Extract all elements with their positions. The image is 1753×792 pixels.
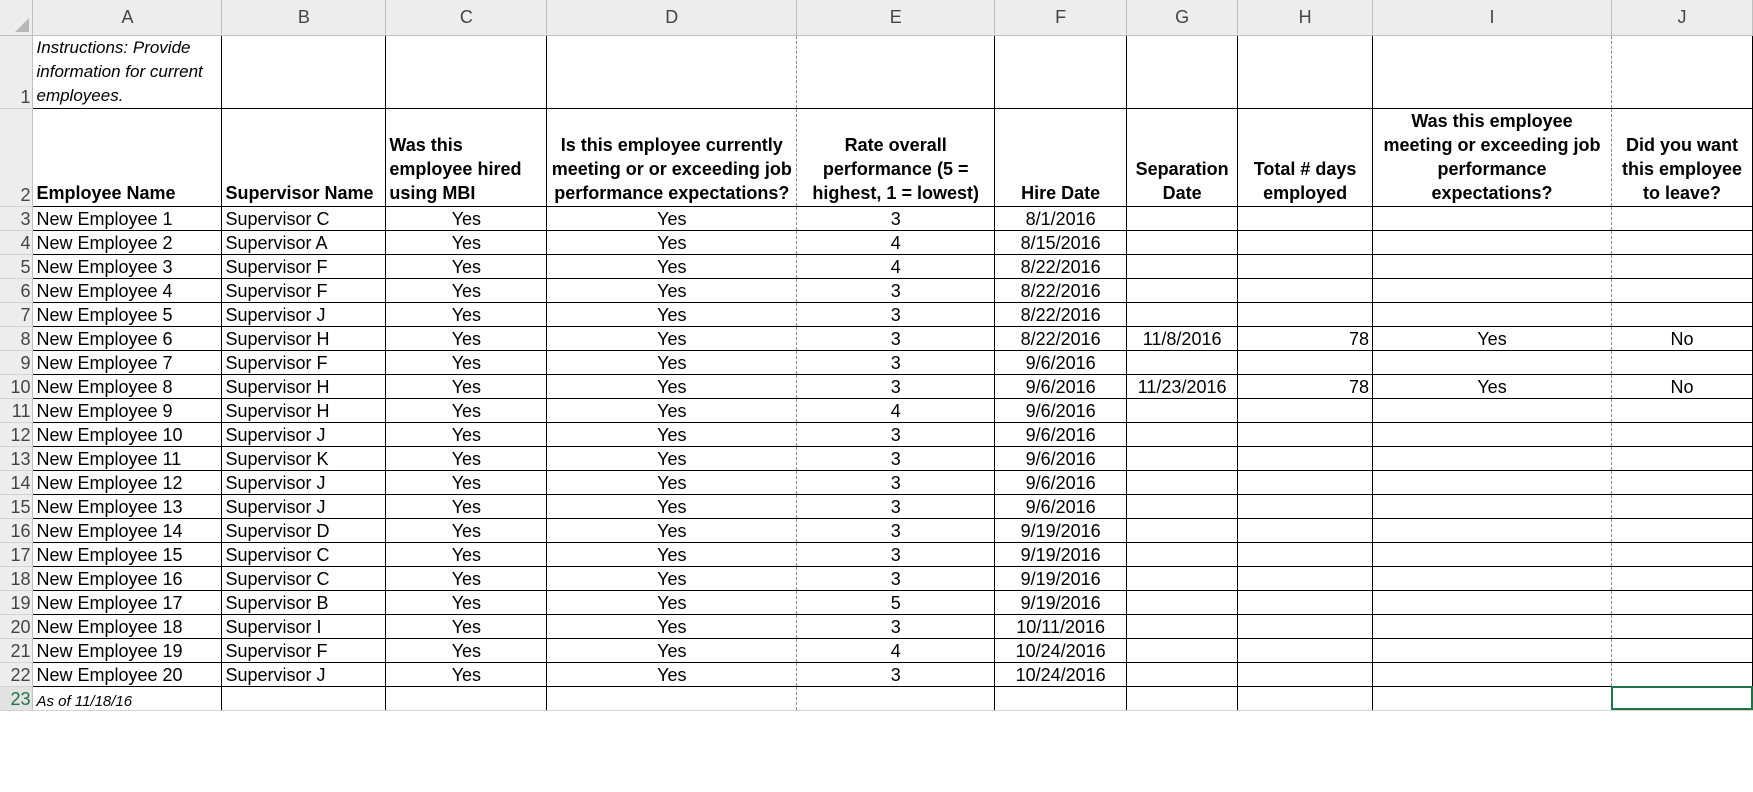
meeting-current-cell[interactable]: Yes — [547, 374, 797, 398]
meeting-current-cell[interactable]: Yes — [547, 470, 797, 494]
separation-date-cell[interactable]: 11/8/2016 — [1127, 326, 1238, 350]
select-all-triangle-icon — [15, 18, 29, 32]
separation-date-cell[interactable] — [1127, 278, 1238, 302]
employee-name-cell[interactable]: New Employee 10 — [33, 422, 222, 446]
employee-name-cell[interactable]: New Employee 19 — [33, 638, 222, 662]
rating-cell[interactable]: 3 — [797, 470, 995, 494]
want-leave-cell[interactable] — [1611, 494, 1752, 518]
cell-h1[interactable] — [1238, 35, 1373, 108]
want-leave-cell[interactable] — [1611, 638, 1752, 662]
table-row — [0, 494, 1753, 518]
supervisor-name-cell[interactable]: Supervisor A — [222, 230, 386, 254]
supervisor-name-cell[interactable]: Supervisor B — [222, 590, 386, 614]
meeting-past-cell[interactable]: Yes — [1373, 374, 1612, 398]
rating-cell[interactable]: 3 — [797, 566, 995, 590]
rating-cell[interactable]: 4 — [797, 398, 995, 422]
hired-mbi-cell[interactable]: Yes — [386, 662, 547, 686]
column-header-j[interactable]: J — [1611, 0, 1752, 35]
hire-date-cell[interactable]: 9/6/2016 — [995, 350, 1127, 374]
cell-g1[interactable] — [1127, 35, 1238, 108]
total-days-cell[interactable] — [1238, 302, 1373, 326]
column-header-c[interactable]: C — [386, 0, 547, 35]
supervisor-name-cell[interactable]: Supervisor C — [222, 206, 386, 230]
table-row — [0, 518, 1753, 542]
total-days-cell[interactable] — [1238, 422, 1373, 446]
rating-cell[interactable]: 3 — [797, 518, 995, 542]
meeting-current-cell[interactable]: Yes — [547, 518, 797, 542]
row-header[interactable]: 4 — [0, 230, 33, 254]
employee-name-cell[interactable]: New Employee 11 — [33, 446, 222, 470]
header-supervisor-name[interactable]: Supervisor Name — [222, 108, 386, 206]
want-leave-cell[interactable] — [1611, 566, 1752, 590]
separation-date-cell[interactable] — [1127, 662, 1238, 686]
want-leave-cell[interactable]: No — [1611, 374, 1752, 398]
hired-mbi-cell[interactable]: Yes — [386, 446, 547, 470]
table-row — [0, 542, 1753, 566]
total-days-cell[interactable] — [1238, 590, 1373, 614]
cell-j1[interactable] — [1611, 35, 1752, 108]
want-leave-cell[interactable] — [1611, 542, 1752, 566]
hire-date-cell[interactable]: 8/15/2016 — [995, 230, 1127, 254]
meeting-past-cell[interactable] — [1373, 494, 1612, 518]
hire-date-cell[interactable]: 8/22/2016 — [995, 326, 1127, 350]
supervisor-name-cell[interactable]: Supervisor C — [222, 542, 386, 566]
separation-date-cell[interactable] — [1127, 590, 1238, 614]
cell-f1[interactable] — [995, 35, 1127, 108]
rating-cell[interactable]: 3 — [797, 278, 995, 302]
row-header[interactable]: 18 — [0, 566, 33, 590]
meeting-current-cell[interactable]: Yes — [547, 446, 797, 470]
header-hire-date[interactable]: Hire Date — [995, 108, 1127, 206]
table-row — [0, 398, 1753, 422]
row-header[interactable]: 16 — [0, 518, 33, 542]
separation-date-cell[interactable] — [1127, 254, 1238, 278]
want-leave-cell[interactable] — [1611, 518, 1752, 542]
want-leave-cell[interactable] — [1611, 590, 1752, 614]
meeting-past-cell[interactable] — [1373, 302, 1612, 326]
hire-date-cell[interactable]: 8/1/2016 — [995, 206, 1127, 230]
hire-date-cell[interactable]: 10/11/2016 — [995, 614, 1127, 638]
header-total-days[interactable]: Total # days employed — [1238, 108, 1373, 206]
separation-date-cell[interactable] — [1127, 518, 1238, 542]
row-header[interactable]: 21 — [0, 638, 33, 662]
meeting-current-cell[interactable]: Yes — [547, 662, 797, 686]
cell-c1[interactable] — [386, 35, 547, 108]
meeting-past-cell[interactable] — [1373, 278, 1612, 302]
row-header[interactable]: 15 — [0, 494, 33, 518]
supervisor-name-cell[interactable]: Supervisor C — [222, 566, 386, 590]
rating-cell[interactable]: 3 — [797, 662, 995, 686]
meeting-current-cell[interactable]: Yes — [547, 350, 797, 374]
hire-date-cell[interactable]: 9/6/2016 — [995, 374, 1127, 398]
want-leave-cell[interactable] — [1611, 230, 1752, 254]
meeting-past-cell[interactable] — [1373, 230, 1612, 254]
meeting-current-cell[interactable]: Yes — [547, 278, 797, 302]
separation-date-cell[interactable] — [1127, 422, 1238, 446]
hire-date-cell[interactable]: 9/19/2016 — [995, 566, 1127, 590]
meeting-current-cell[interactable]: Yes — [547, 230, 797, 254]
separation-date-cell[interactable]: 11/23/2016 — [1127, 374, 1238, 398]
meeting-current-cell[interactable]: Yes — [547, 422, 797, 446]
rating-cell[interactable]: 4 — [797, 638, 995, 662]
want-leave-cell[interactable] — [1611, 254, 1752, 278]
total-days-cell[interactable] — [1238, 566, 1373, 590]
meeting-current-cell[interactable]: Yes — [547, 638, 797, 662]
hire-date-cell[interactable]: 9/6/2016 — [995, 446, 1127, 470]
rating-cell[interactable]: 4 — [797, 254, 995, 278]
hired-mbi-cell[interactable]: Yes — [386, 470, 547, 494]
table-row — [0, 350, 1753, 374]
total-days-cell[interactable] — [1238, 662, 1373, 686]
employee-name-cell[interactable]: New Employee 9 — [33, 398, 222, 422]
total-days-cell[interactable] — [1238, 278, 1373, 302]
supervisor-name-cell[interactable]: Supervisor I — [222, 614, 386, 638]
header-rate-performance[interactable]: Rate overall performance (5 = highest, 1 = lowest) — [797, 108, 995, 206]
hire-date-cell[interactable]: 8/22/2016 — [995, 254, 1127, 278]
row-header[interactable]: 3 — [0, 206, 33, 230]
hired-mbi-cell[interactable]: Yes — [386, 518, 547, 542]
hired-mbi-cell[interactable]: Yes — [386, 326, 547, 350]
want-leave-cell[interactable] — [1611, 662, 1752, 686]
rating-cell[interactable]: 3 — [797, 542, 995, 566]
header-meeting-past[interactable]: Was this employee meeting or exceeding job performance expectations? — [1373, 108, 1612, 206]
row-header[interactable]: 12 — [0, 422, 33, 446]
row-header[interactable]: 19 — [0, 590, 33, 614]
employee-name-cell[interactable]: New Employee 3 — [33, 254, 222, 278]
meeting-past-cell[interactable] — [1373, 206, 1612, 230]
table-row — [0, 638, 1753, 662]
meeting-current-cell[interactable]: Yes — [547, 254, 797, 278]
cell-c23[interactable] — [386, 686, 547, 710]
total-days-cell[interactable] — [1238, 638, 1373, 662]
column-header-f[interactable]: F — [995, 0, 1127, 35]
supervisor-name-cell[interactable]: Supervisor D — [222, 518, 386, 542]
want-leave-cell[interactable] — [1611, 470, 1752, 494]
hired-mbi-cell[interactable]: Yes — [386, 374, 547, 398]
total-days-cell[interactable] — [1238, 230, 1373, 254]
cell-b1[interactable] — [222, 35, 386, 108]
cell-e1[interactable] — [797, 35, 995, 108]
sheet-row-1 — [0, 35, 1753, 108]
separation-date-cell[interactable] — [1127, 542, 1238, 566]
meeting-past-cell[interactable] — [1373, 398, 1612, 422]
row-header[interactable]: 5 — [0, 254, 33, 278]
sheet-bottom-edge — [0, 781, 1753, 792]
meeting-past-cell[interactable] — [1373, 254, 1612, 278]
meeting-past-cell[interactable] — [1373, 638, 1612, 662]
row-header[interactable]: 9 — [0, 350, 33, 374]
total-days-cell[interactable] — [1238, 614, 1373, 638]
row-header-23[interactable]: 23 — [0, 686, 33, 710]
hired-mbi-cell[interactable]: Yes — [386, 590, 547, 614]
total-days-cell[interactable] — [1238, 470, 1373, 494]
hired-mbi-cell[interactable]: Yes — [386, 254, 547, 278]
total-days-cell[interactable] — [1238, 254, 1373, 278]
hire-date-cell[interactable]: 10/24/2016 — [995, 662, 1127, 686]
table-row — [0, 254, 1753, 278]
employee-name-cell[interactable]: New Employee 4 — [33, 278, 222, 302]
hired-mbi-cell[interactable]: Yes — [386, 350, 547, 374]
cell-b23[interactable] — [222, 686, 386, 710]
rating-cell[interactable]: 3 — [797, 302, 995, 326]
rating-cell[interactable]: 4 — [797, 230, 995, 254]
hire-date-cell[interactable]: 9/6/2016 — [995, 398, 1127, 422]
separation-date-cell[interactable] — [1127, 494, 1238, 518]
rating-cell[interactable]: 3 — [797, 206, 995, 230]
rating-cell[interactable]: 3 — [797, 422, 995, 446]
header-separation-date[interactable]: Separation Date — [1127, 108, 1238, 206]
separation-date-cell[interactable] — [1127, 446, 1238, 470]
meeting-current-cell[interactable]: Yes — [547, 398, 797, 422]
row-header[interactable]: 6 — [0, 278, 33, 302]
employee-name-cell[interactable]: New Employee 18 — [33, 614, 222, 638]
supervisor-name-cell[interactable]: Supervisor J — [222, 422, 386, 446]
table-row — [0, 566, 1753, 590]
supervisor-name-cell[interactable]: Supervisor K — [222, 446, 386, 470]
hire-date-cell[interactable]: 8/22/2016 — [995, 302, 1127, 326]
total-days-cell[interactable]: 78 — [1238, 374, 1373, 398]
total-days-cell[interactable] — [1238, 446, 1373, 470]
meeting-current-cell[interactable]: Yes — [547, 206, 797, 230]
table-row — [0, 230, 1753, 254]
header-meeting-current[interactable]: Is this employee currently meeting or or exceeding job performance expectations? — [547, 108, 797, 206]
header-hired-mbi[interactable]: Was this employee hired using MBI — [386, 108, 547, 206]
separation-date-cell[interactable] — [1127, 350, 1238, 374]
column-header-h[interactable]: H — [1238, 0, 1373, 35]
hired-mbi-cell[interactable]: Yes — [386, 206, 547, 230]
total-days-cell[interactable] — [1238, 206, 1373, 230]
supervisor-name-cell[interactable]: Supervisor F — [222, 350, 386, 374]
employee-name-cell[interactable]: New Employee 2 — [33, 230, 222, 254]
hired-mbi-cell[interactable]: Yes — [386, 398, 547, 422]
separation-date-cell[interactable] — [1127, 566, 1238, 590]
table-row — [0, 374, 1753, 398]
hire-date-cell[interactable]: 10/24/2016 — [995, 638, 1127, 662]
hired-mbi-cell[interactable]: Yes — [386, 542, 547, 566]
table-row — [0, 422, 1753, 446]
hire-date-cell[interactable]: 9/19/2016 — [995, 518, 1127, 542]
cell-h23[interactable] — [1238, 686, 1373, 710]
cell-d1[interactable] — [547, 35, 797, 108]
meeting-past-cell[interactable] — [1373, 662, 1612, 686]
rating-cell[interactable]: 3 — [797, 326, 995, 350]
meeting-past-cell[interactable] — [1373, 518, 1612, 542]
cell-j23[interactable] — [1611, 686, 1752, 710]
rating-cell[interactable]: 5 — [797, 590, 995, 614]
supervisor-name-cell[interactable]: Supervisor F — [222, 278, 386, 302]
column-header-e[interactable]: E — [797, 0, 995, 35]
hired-mbi-cell[interactable]: Yes — [386, 422, 547, 446]
separation-date-cell[interactable] — [1127, 230, 1238, 254]
row-header[interactable]: 13 — [0, 446, 33, 470]
row-header[interactable]: 10 — [0, 374, 33, 398]
total-days-cell[interactable] — [1238, 350, 1373, 374]
table-row — [0, 590, 1753, 614]
employee-name-cell[interactable]: New Employee 8 — [33, 374, 222, 398]
supervisor-name-cell[interactable]: Supervisor H — [222, 398, 386, 422]
row-header[interactable]: 8 — [0, 326, 33, 350]
meeting-past-cell[interactable] — [1373, 542, 1612, 566]
total-days-cell[interactable] — [1238, 398, 1373, 422]
instructions-cell[interactable]: Instructions: Provide information for current employees. — [33, 35, 222, 108]
want-leave-cell[interactable] — [1611, 206, 1752, 230]
employee-name-cell[interactable]: New Employee 5 — [33, 302, 222, 326]
as-of-note-cell[interactable]: As of 11/18/16 — [33, 686, 222, 710]
meeting-current-cell[interactable]: Yes — [547, 326, 797, 350]
meeting-current-cell[interactable]: Yes — [547, 614, 797, 638]
employee-name-cell[interactable]: New Employee 16 — [33, 566, 222, 590]
supervisor-name-cell[interactable]: Supervisor F — [222, 254, 386, 278]
sheet-row-23 — [0, 686, 1753, 710]
hire-date-cell[interactable]: 9/6/2016 — [995, 422, 1127, 446]
cell-f23[interactable] — [995, 686, 1127, 710]
column-header-i[interactable]: I — [1373, 0, 1612, 35]
rating-cell[interactable]: 3 — [797, 446, 995, 470]
want-leave-cell[interactable]: No — [1611, 326, 1752, 350]
cell-d23[interactable] — [547, 686, 797, 710]
employee-name-cell[interactable]: New Employee 15 — [33, 542, 222, 566]
table-row — [0, 470, 1753, 494]
meeting-past-cell[interactable] — [1373, 446, 1612, 470]
hired-mbi-cell[interactable]: Yes — [386, 566, 547, 590]
supervisor-name-cell[interactable]: Supervisor J — [222, 470, 386, 494]
header-employee-name[interactable]: Employee Name — [33, 108, 222, 206]
table-row — [0, 446, 1753, 470]
row-header-2[interactable]: 2 — [0, 108, 33, 206]
row-header[interactable]: 20 — [0, 614, 33, 638]
want-leave-cell[interactable] — [1611, 446, 1752, 470]
employee-name-cell[interactable]: New Employee 17 — [33, 590, 222, 614]
column-header-g[interactable]: G — [1127, 0, 1238, 35]
hired-mbi-cell[interactable]: Yes — [386, 278, 547, 302]
column-header-a[interactable]: A — [33, 0, 222, 35]
want-leave-cell[interactable] — [1611, 302, 1752, 326]
table-row — [0, 326, 1753, 350]
meeting-past-cell[interactable] — [1373, 422, 1612, 446]
row-header[interactable]: 14 — [0, 470, 33, 494]
rating-cell[interactable]: 3 — [797, 374, 995, 398]
cell-i1[interactable] — [1373, 35, 1612, 108]
meeting-past-cell[interactable] — [1373, 470, 1612, 494]
table-row — [0, 614, 1753, 638]
hired-mbi-cell[interactable]: Yes — [386, 302, 547, 326]
hired-mbi-cell[interactable]: Yes — [386, 638, 547, 662]
meeting-past-cell[interactable] — [1373, 350, 1612, 374]
hired-mbi-cell[interactable]: Yes — [386, 494, 547, 518]
table-row — [0, 662, 1753, 686]
cell-i23[interactable] — [1373, 686, 1612, 710]
meeting-current-cell[interactable]: Yes — [547, 566, 797, 590]
separation-date-cell[interactable] — [1127, 302, 1238, 326]
row-header[interactable]: 11 — [0, 398, 33, 422]
sheet-row-2 — [0, 108, 1753, 206]
supervisor-name-cell[interactable]: Supervisor F — [222, 638, 386, 662]
want-leave-cell[interactable] — [1611, 422, 1752, 446]
cell-e23[interactable] — [797, 686, 995, 710]
table-row — [0, 302, 1753, 326]
hire-date-cell[interactable]: 8/22/2016 — [995, 278, 1127, 302]
table-row — [0, 206, 1753, 230]
row-header[interactable]: 22 — [0, 662, 33, 686]
total-days-cell[interactable]: 78 — [1238, 326, 1373, 350]
hire-date-cell[interactable]: 9/19/2016 — [995, 590, 1127, 614]
column-header-b[interactable]: B — [222, 0, 386, 35]
hired-mbi-cell[interactable]: Yes — [386, 230, 547, 254]
meeting-past-cell[interactable] — [1373, 590, 1612, 614]
total-days-cell[interactable] — [1238, 494, 1373, 518]
hire-date-cell[interactable]: 9/19/2016 — [995, 542, 1127, 566]
rating-cell[interactable]: 3 — [797, 494, 995, 518]
table-row — [0, 278, 1753, 302]
employee-name-cell[interactable]: New Employee 1 — [33, 206, 222, 230]
want-leave-cell[interactable] — [1611, 398, 1752, 422]
meeting-past-cell[interactable]: Yes — [1373, 326, 1612, 350]
want-leave-cell[interactable] — [1611, 350, 1752, 374]
select-all-button[interactable] — [0, 0, 33, 35]
column-header-row — [0, 0, 1753, 35]
hire-date-cell[interactable]: 9/6/2016 — [995, 494, 1127, 518]
employee-name-cell[interactable]: New Employee 20 — [33, 662, 222, 686]
employee-name-cell[interactable]: New Employee 12 — [33, 470, 222, 494]
separation-date-cell[interactable] — [1127, 638, 1238, 662]
employee-name-cell[interactable]: New Employee 7 — [33, 350, 222, 374]
employee-name-cell[interactable]: New Employee 13 — [33, 494, 222, 518]
supervisor-name-cell[interactable]: Supervisor H — [222, 374, 386, 398]
want-leave-cell[interactable] — [1611, 614, 1752, 638]
separation-date-cell[interactable] — [1127, 470, 1238, 494]
employee-name-cell[interactable]: New Employee 6 — [33, 326, 222, 350]
separation-date-cell[interactable] — [1127, 614, 1238, 638]
row-header-1[interactable]: 1 — [0, 35, 33, 108]
meeting-past-cell[interactable] — [1373, 566, 1612, 590]
separation-date-cell[interactable] — [1127, 398, 1238, 422]
separation-date-cell[interactable] — [1127, 206, 1238, 230]
supervisor-name-cell[interactable]: Supervisor J — [222, 302, 386, 326]
employee-name-cell[interactable]: New Employee 14 — [33, 518, 222, 542]
meeting-current-cell[interactable]: Yes — [547, 590, 797, 614]
supervisor-name-cell[interactable]: Supervisor J — [222, 662, 386, 686]
row-header[interactable]: 17 — [0, 542, 33, 566]
total-days-cell[interactable] — [1238, 518, 1373, 542]
meeting-current-cell[interactable]: Yes — [547, 542, 797, 566]
meeting-past-cell[interactable] — [1373, 614, 1612, 638]
rating-cell[interactable]: 3 — [797, 350, 995, 374]
meeting-current-cell[interactable]: Yes — [547, 494, 797, 518]
total-days-cell[interactable] — [1238, 542, 1373, 566]
header-want-leave[interactable]: Did you want this employee to leave? — [1611, 108, 1752, 206]
column-header-d[interactable]: D — [547, 0, 797, 35]
meeting-current-cell[interactable]: Yes — [547, 302, 797, 326]
cell-g23[interactable] — [1127, 686, 1238, 710]
row-header[interactable]: 7 — [0, 302, 33, 326]
hire-date-cell[interactable]: 9/6/2016 — [995, 470, 1127, 494]
supervisor-name-cell[interactable]: Supervisor J — [222, 494, 386, 518]
rating-cell[interactable]: 3 — [797, 614, 995, 638]
hired-mbi-cell[interactable]: Yes — [386, 614, 547, 638]
want-leave-cell[interactable] — [1611, 278, 1752, 302]
supervisor-name-cell[interactable]: Supervisor H — [222, 326, 386, 350]
